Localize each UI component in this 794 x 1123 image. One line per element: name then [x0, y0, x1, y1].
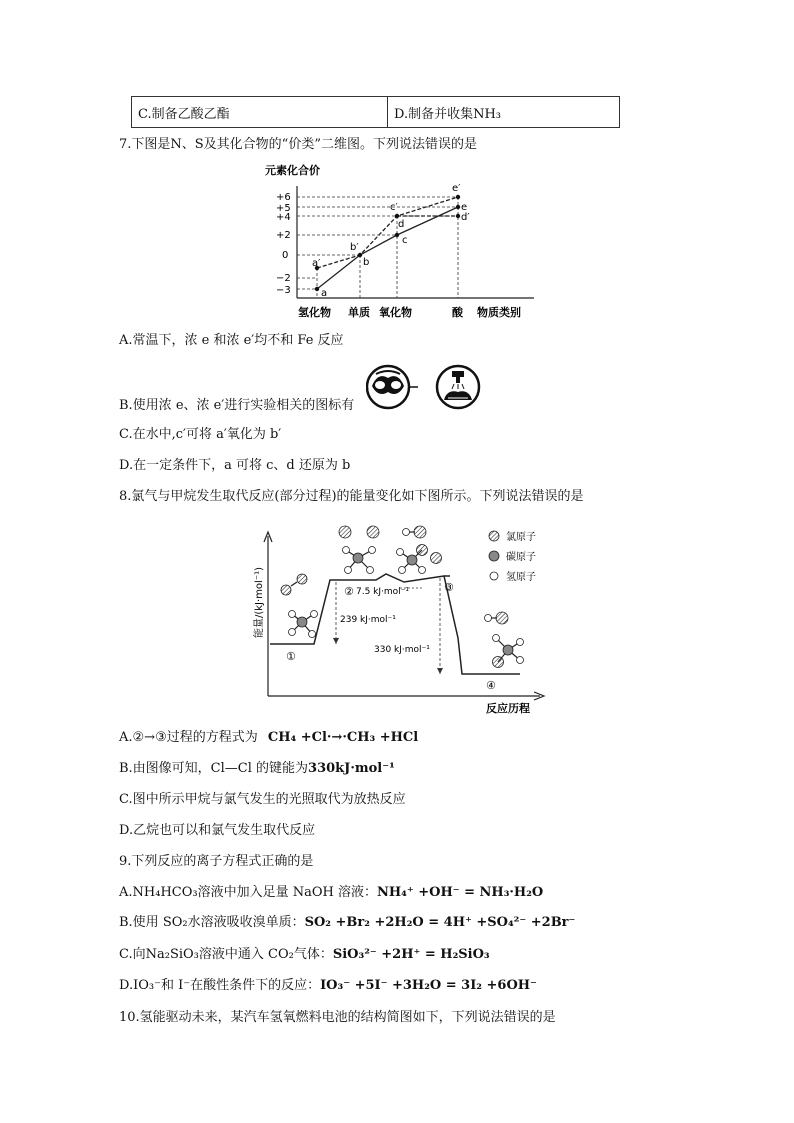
ytick-m3: −3 — [276, 285, 291, 296]
q8-option-b-prefix: B.由图像可知，Cl—Cl 的键能为 — [119, 761, 309, 776]
ytick-0: 0 — [282, 250, 289, 261]
energy-330: 330 kJ·mol⁻¹ — [374, 645, 430, 655]
q6-option-c: C.制备乙酸乙酯 — [132, 97, 388, 128]
q9-option-a-equation: NH₄⁺ +OH⁻ = NH₃·H₂O — [376, 885, 544, 900]
q9-option-b-prefix: B.使用 SO₂水溶液吸收溴单质： — [119, 915, 305, 930]
q9-option-c-prefix: C.向Na₂SiO₃溶液中通入 CO₂气体： — [119, 947, 333, 962]
chart-points — [315, 195, 460, 291]
q7-stem: 7.下图是N、S及其化合物的“价类”二维图。下列说法错误的是 — [119, 137, 477, 152]
q9-option-c — [119, 946, 490, 964]
legend-c: 碳原子 — [506, 552, 536, 563]
ytick-p4: +4 — [276, 212, 291, 223]
state-1-label: ① — [286, 650, 296, 663]
xcat-acid: 酸 — [452, 306, 463, 319]
q9-option-c-equation: SiO₃²⁻ +2H⁺ = H₂SiO₃ — [332, 947, 490, 962]
ytick-p5: +5 — [276, 203, 291, 214]
molecule-ch4-state1 — [289, 611, 318, 638]
legend-c-swatch — [489, 551, 499, 561]
molecule-ch3-cl-state3 — [397, 545, 442, 574]
ytick-m2: −2 — [276, 273, 291, 284]
molecule-hcl-state4 — [485, 612, 509, 624]
label-d: d — [398, 219, 405, 230]
molecule-cl-atoms-state2 — [339, 526, 379, 538]
q7-option-d: D.在一定条件下，a 可将 c、d 还原为 b — [119, 458, 351, 473]
q9-stem: 9.下列反应的离子方程式正确的是 — [119, 854, 314, 869]
xlabel: 物质类别 — [477, 306, 521, 319]
q9-option-d-equation: IO₃⁻ +5I⁻ +3H₂O = 3I₂ +6OH⁻ — [320, 978, 537, 993]
label-b-prime: b′ — [350, 242, 359, 253]
energy-legend — [489, 530, 536, 583]
q8-option-a-prefix: A.②→③过程的方程式为 — [119, 730, 258, 745]
q6-options-table — [131, 96, 620, 128]
label-b: b — [363, 257, 370, 268]
molecule-ch4-state2 — [343, 547, 376, 574]
molecule-ch3cl-state4 — [493, 635, 524, 668]
state-2-label: ② — [344, 585, 354, 598]
state-4-label: ④ — [486, 679, 496, 692]
q7-option-b: B.使用浓 e、浓 e′进行实验相关的图标有 — [119, 398, 355, 413]
energy-7-5: 7.5 kJ·mol⁻¹ — [356, 587, 410, 597]
eye-protection-icon — [367, 366, 409, 408]
q8-option-c: C.图中所示甲烷与氯气发生的光照取代为放热反应 — [119, 792, 406, 807]
q8-option-b — [119, 760, 395, 778]
label-a: a — [321, 288, 328, 299]
q7-valence-class-chart — [262, 158, 542, 323]
q9-option-b — [119, 914, 575, 932]
corrosive-hand-washing-icon — [410, 366, 479, 408]
q6-option-d: D.制备并收集NH₃ — [388, 97, 620, 128]
ytick-p2: +2 — [276, 230, 291, 241]
legend-h-swatch — [490, 572, 498, 580]
legend-cl-swatch — [489, 531, 499, 541]
q9-option-a — [119, 884, 543, 902]
energy-xlabel: 反应历程 — [486, 702, 530, 715]
q7-ylabel: 元素化合价 — [265, 164, 320, 177]
q8-stem: 8.氯气与甲烷发生取代反应(部分过程)的能量变化如下图所示。下列说法错误的是 — [119, 489, 584, 504]
energy-239: 239 kJ·mol⁻¹ — [340, 615, 396, 625]
label-a-prime: a′ — [312, 258, 321, 269]
label-e: e — [461, 202, 468, 213]
q10-stem: 10.氢能驱动未来，某汽车氢氧燃料电池的结构简图如下，下列说法错误的是 — [119, 1010, 556, 1025]
label-c-prime: c′ — [390, 202, 398, 213]
q9-option-b-equation: SO₂ +Br₂ +2H₂O = 4H⁺ +SO₄²⁻ +2Br⁻ — [304, 915, 576, 930]
q7-hazard-icons — [366, 364, 482, 410]
label-d-prime: d′ — [461, 212, 470, 223]
q7-option-c: C.在水中,c′可将 a′氧化为 b′ — [119, 427, 282, 442]
q9-option-d-prefix: D.IO₃⁻和 I⁻在酸性条件下的反应： — [119, 978, 321, 993]
q8-option-a-equation: CH₄ +Cl·→·CH₃ +HCl — [267, 730, 419, 745]
molecule-hcl-state3 — [403, 526, 427, 538]
label-c: c — [402, 235, 408, 246]
label-e-prime: e′ — [452, 183, 461, 194]
q9-option-d — [119, 977, 537, 995]
energy-ylabel: 能量/(kJ·mol⁻¹) — [254, 566, 265, 638]
q8-option-d: D.乙烷也可以和氯气发生取代反应 — [119, 823, 316, 838]
xcat-hydride: 氢化物 — [298, 306, 331, 319]
guide-lines — [297, 197, 458, 298]
q9-option-a-prefix: A.NH₄HCO₃溶液中加入足量 NaOH 溶液： — [119, 885, 377, 900]
series-n-solid — [317, 207, 458, 289]
series-s-dashed — [317, 197, 458, 268]
q8-option-b-value: 330kJ·mol⁻¹ — [308, 761, 395, 776]
q8-energy-diagram — [248, 518, 578, 716]
xcat-oxide: 氧化物 — [379, 306, 412, 319]
state-3-label: ③ — [444, 581, 454, 594]
ytick-p6: +6 — [276, 192, 291, 203]
q8-option-a — [119, 729, 418, 747]
molecule-cl2-state1 — [281, 574, 307, 595]
legend-h: 氢原子 — [506, 572, 536, 583]
legend-cl: 氯原子 — [506, 532, 536, 543]
q7-option-a: A.常温下，浓 e 和浓 e′均不和 Fe 反应 — [119, 333, 344, 348]
xcat-element: 单质 — [348, 306, 370, 319]
